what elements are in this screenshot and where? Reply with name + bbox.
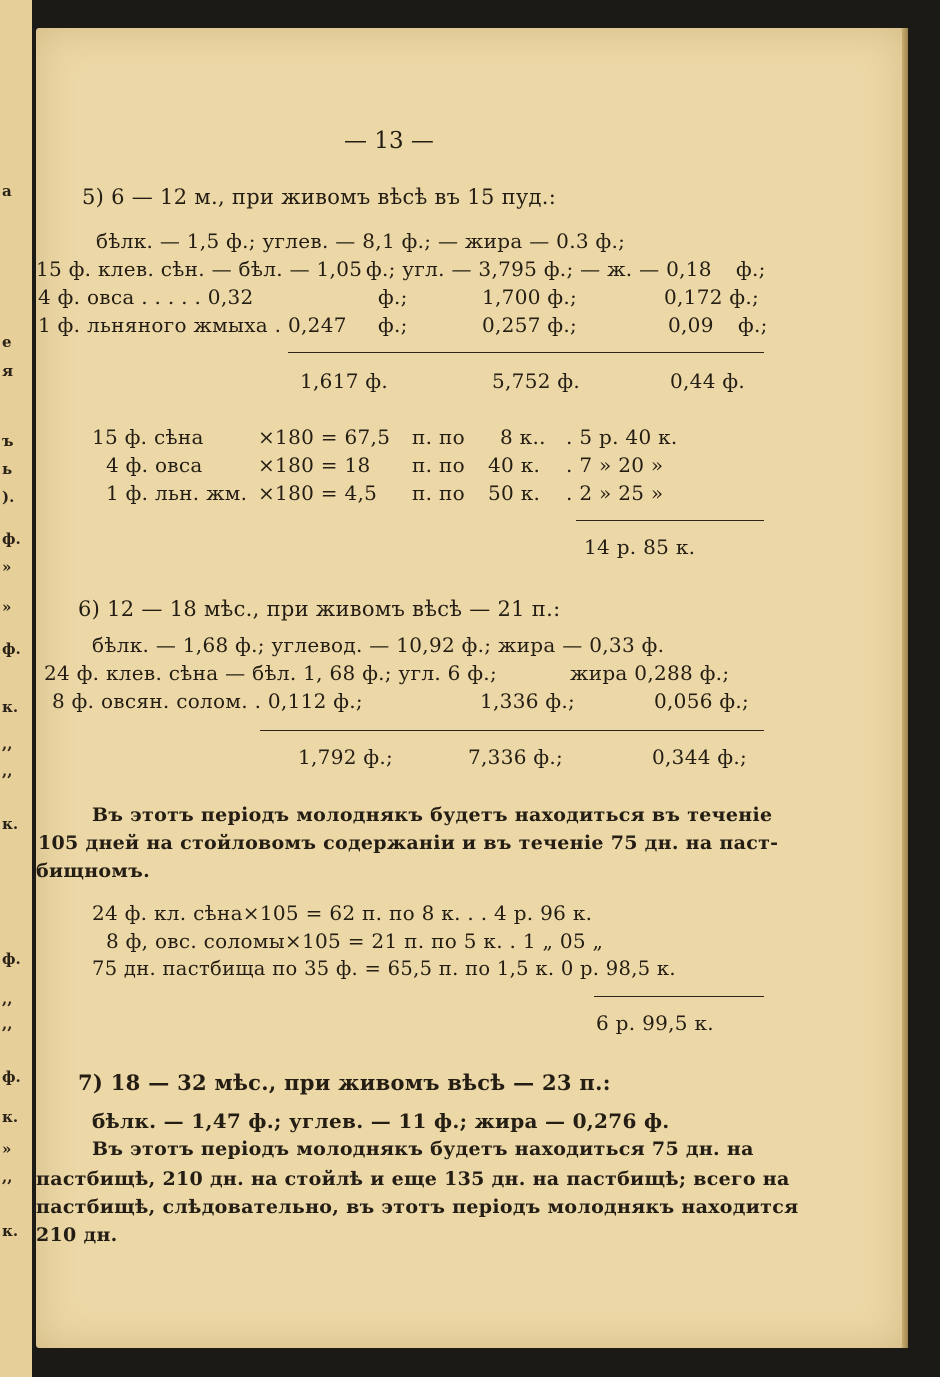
cost-total: 14 р. 85 к.	[584, 535, 696, 559]
table-cell: 4 ф. овса . . . . . 0,32	[38, 285, 254, 309]
margin-char: ф.	[2, 530, 21, 548]
section-7-norm: бѣлк. — 1,47 ф.; углев. — 11 ф.; жира — 0,276 ф.	[92, 1109, 670, 1133]
paragraph-line: пастбищѣ, слѣдовательно, въ этотъ періодъ молоднякъ находится	[36, 1196, 799, 1218]
section-5-norm: бѣлк. — 1,5 ф.; углев. — 8,1 ф.; — жира — 0.3 ф.;	[96, 229, 626, 253]
total-cell: 0,344 ф.;	[652, 745, 748, 769]
cost-line: 75 дн. пастбища по 35 ф. = 65,5 п. по 1,5 к. 0 р. 98,5 к.	[92, 957, 676, 980]
margin-char: к.	[2, 1222, 19, 1240]
sum-rule	[576, 520, 764, 521]
margin-char: ,,	[2, 990, 13, 1008]
cost-calc: ×180 = 67,5	[258, 425, 391, 449]
cost-calc: ×180 = 4,5	[258, 481, 378, 505]
cost-unit: п. по	[412, 481, 465, 505]
cost-sum: . 2 » 25 »	[566, 481, 664, 505]
sum-rule	[594, 996, 764, 997]
section-6-heading: 6) 12 — 18 мѣс., при живомъ вѣсѣ — 21 п.:	[78, 597, 561, 621]
cost-calc: ×180 = 18	[258, 453, 371, 477]
table-cell: 15 ф. клев. сѣн. — бѣл. — 1,05	[36, 257, 363, 281]
table-cell: 24 ф. клев. сѣна — бѣл. 1, 68 ф.; угл. 6 ф.;	[44, 661, 497, 685]
cost-sum: . 5 р. 40 к.	[566, 425, 678, 449]
section-7-heading: 7) 18 — 32 мѣс., при живомъ вѣсѣ — 23 п.:	[78, 1070, 611, 1095]
table-cell: 0,056 ф.;	[654, 689, 750, 713]
margin-char: ф.	[2, 1068, 21, 1086]
page-edge	[902, 28, 908, 1348]
cost-unit: п. по	[412, 425, 465, 449]
margin-char: »	[2, 558, 12, 576]
paragraph-line: 105 дней на стойловомъ содержаніи и въ теченіе 75 дн. на паст-	[38, 832, 779, 854]
table-cell: 8 ф. овсян. солом. . 0,112 ф.;	[52, 689, 363, 713]
page-number: — 13 —	[344, 128, 434, 154]
cost-line: 8 ф, овс. соломы×105 = 21 п. по 5 к. . 1 „ 05 „	[106, 929, 604, 953]
margin-char: ,,	[2, 1015, 13, 1033]
margin-char: ъ	[2, 432, 14, 450]
previous-page-margin	[0, 0, 32, 1377]
margin-char: ф.	[2, 640, 21, 658]
table-cell: ф.;	[378, 285, 408, 309]
section-5-heading: 5) 6 — 12 м., при живомъ вѣсѣ въ 15 пуд.:	[82, 185, 557, 209]
paragraph-line: 210 дн.	[36, 1224, 118, 1246]
total-cell: 5,752 ф.	[492, 369, 581, 393]
table-cell: жира 0,288 ф.;	[570, 661, 730, 685]
paragraph-line: пастбищѣ, 210 дн. на стойлѣ и еще 135 дн. на пастбищѣ; всего на	[36, 1168, 790, 1190]
paragraph-line: Въ этотъ періодъ молоднякъ будетъ находиться въ теченіе	[92, 804, 773, 826]
table-cell: 0,09	[668, 313, 714, 337]
cost-item: 15 ф. сѣна	[92, 425, 204, 449]
cost-item: 1 ф. льн. жм.	[106, 481, 248, 505]
total-cell: 1,617 ф.	[300, 369, 389, 393]
total-cell: 7,336 ф.;	[468, 745, 564, 769]
table-cell: ф.;	[736, 257, 766, 281]
cost-price: 40 к.	[488, 453, 541, 477]
margin-char: ,,	[2, 762, 13, 780]
margin-char: ь	[2, 460, 13, 478]
margin-char: к.	[2, 815, 19, 833]
margin-char: ф.	[2, 950, 21, 968]
paragraph-line: Въ этотъ періодъ молоднякъ будетъ находиться 75 дн. на	[92, 1138, 754, 1160]
margin-char: к.	[2, 1108, 19, 1126]
cost-line: 24 ф. кл. сѣна×105 = 62 п. по 8 к. . . 4 р. 96 к.	[92, 901, 593, 925]
margin-char: »	[2, 598, 12, 616]
margin-char: ,,	[2, 1168, 13, 1186]
margin-char: ,,	[2, 735, 13, 753]
table-cell: 1,700 ф.;	[482, 285, 578, 309]
total-cell: 1,792 ф.;	[298, 745, 394, 769]
cost-item: 4 ф. овса	[106, 453, 203, 477]
cost-price: 8 к..	[500, 425, 546, 449]
margin-char: а	[2, 182, 12, 200]
cost-sum: . 7 » 20 »	[566, 453, 664, 477]
sum-rule	[288, 352, 764, 353]
table-cell: ф.; угл. — 3,795 ф.; — ж. — 0,18	[366, 257, 712, 281]
total-cell: 0,44 ф.	[670, 369, 746, 393]
margin-char: ).	[2, 488, 15, 506]
sum-rule	[260, 730, 764, 731]
table-cell: ф.;	[378, 313, 408, 337]
section-6-norm: бѣлк. — 1,68 ф.; углевод. — 10,92 ф.; жира — 0,33 ф.	[92, 633, 665, 657]
table-cell: 0,172 ф.;	[664, 285, 760, 309]
margin-char: к.	[2, 698, 19, 716]
cost-unit: п. по	[412, 453, 465, 477]
margin-char: я	[2, 362, 14, 380]
table-cell: 0,257 ф.;	[482, 313, 578, 337]
table-cell: 1,336 ф.;	[480, 689, 576, 713]
margin-char: е	[2, 333, 12, 351]
cost-price: 50 к.	[488, 481, 541, 505]
book-page	[36, 28, 904, 1348]
table-cell: ф.;	[738, 313, 768, 337]
cost-total: 6 р. 99,5 к.	[596, 1011, 714, 1035]
paragraph-line: бищномъ.	[36, 860, 150, 882]
margin-char: »	[2, 1140, 12, 1158]
table-cell: 1 ф. льняного жмыха . 0,247	[38, 313, 347, 337]
